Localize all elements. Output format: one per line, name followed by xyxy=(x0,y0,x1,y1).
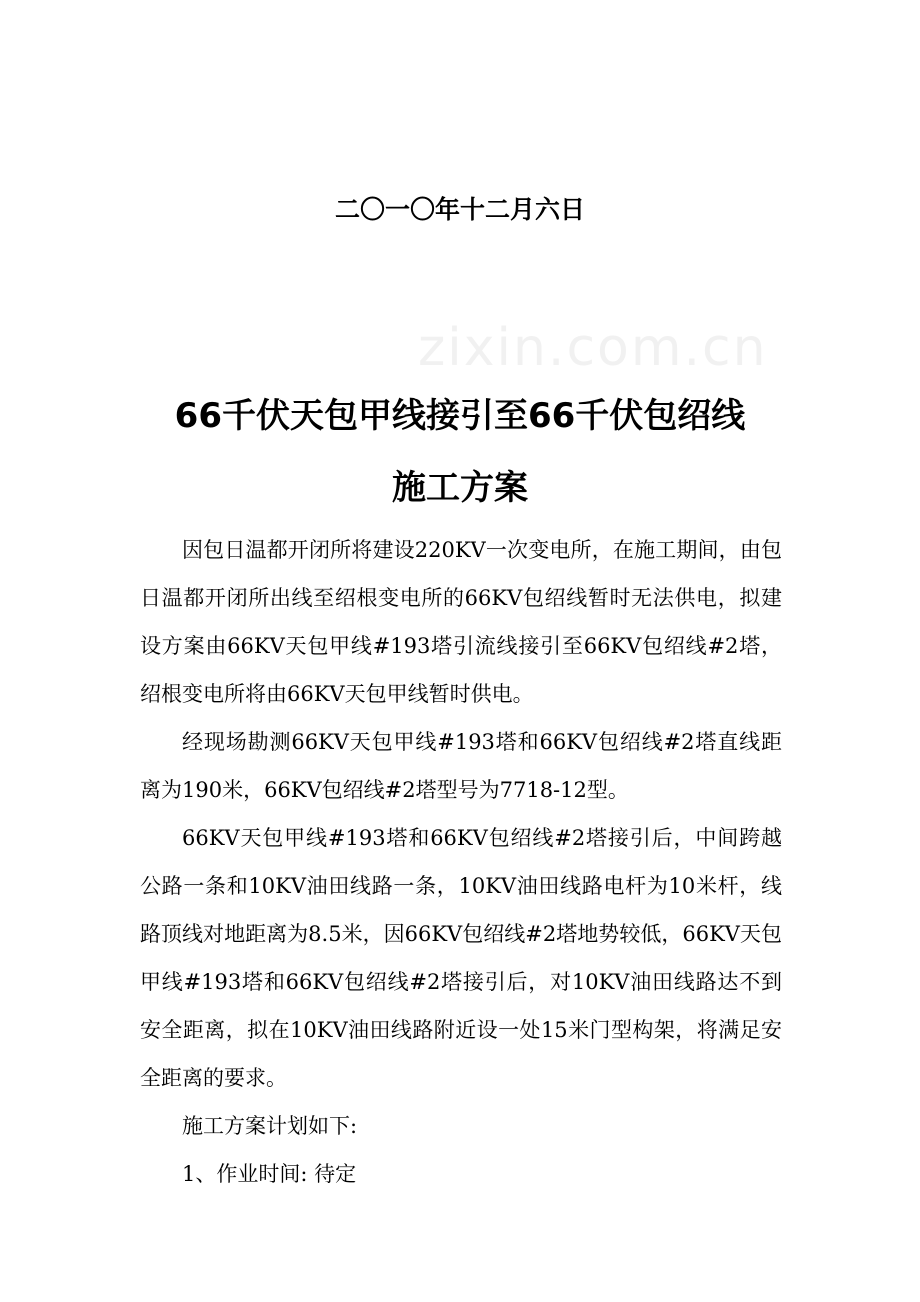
document-date: 二〇一〇年十二月六日 xyxy=(334,195,585,224)
document-body xyxy=(140,526,782,1198)
paragraph-3: 66KV天包甲线#193塔和66KV包绍线#2塔接引后，中间跨越公路一条和10KV油田线路一条，10KV油田线路电杆为10米杆，线路顶线对地距离为8.5米，因66KV包绍线#2塔地势较低，66KV天包甲线#193塔和66KV包绍线#2塔接引后，对10KV油田线路达不到安全距离，拟在10KV油田线路附近设一处15米门型构架，将满足安全距离的要求。 xyxy=(140,826,782,1090)
document-title-line-1: 66千伏天包甲线接引至66千伏包绍线 xyxy=(174,396,746,436)
paragraph-5: 1、作业时间: 待定 xyxy=(182,1162,357,1186)
paragraph-1: 因包日温都开闭所将建设220KV一次变电所，在施工期间，由包日温都开闭所出线至绍根变电所的66KV包绍线暂时无法供电，拟建设方案由66KV天包甲线#193塔引流线接引至66KV包绍线#2塔，绍根变电所将由66KV天包甲线暂时供电。 xyxy=(140,538,782,706)
document-title-line-2: 施工方案 xyxy=(392,468,528,508)
paragraph-4: 施工方案计划如下: xyxy=(182,1114,358,1138)
paragraph-2: 经现场勘测66KV天包甲线#193塔和66KV包绍线#2塔直线距离为190米，66KV包绍线#2塔型号为7718-12型。 xyxy=(140,730,782,802)
watermark: zixin.com.cn xyxy=(418,318,768,378)
